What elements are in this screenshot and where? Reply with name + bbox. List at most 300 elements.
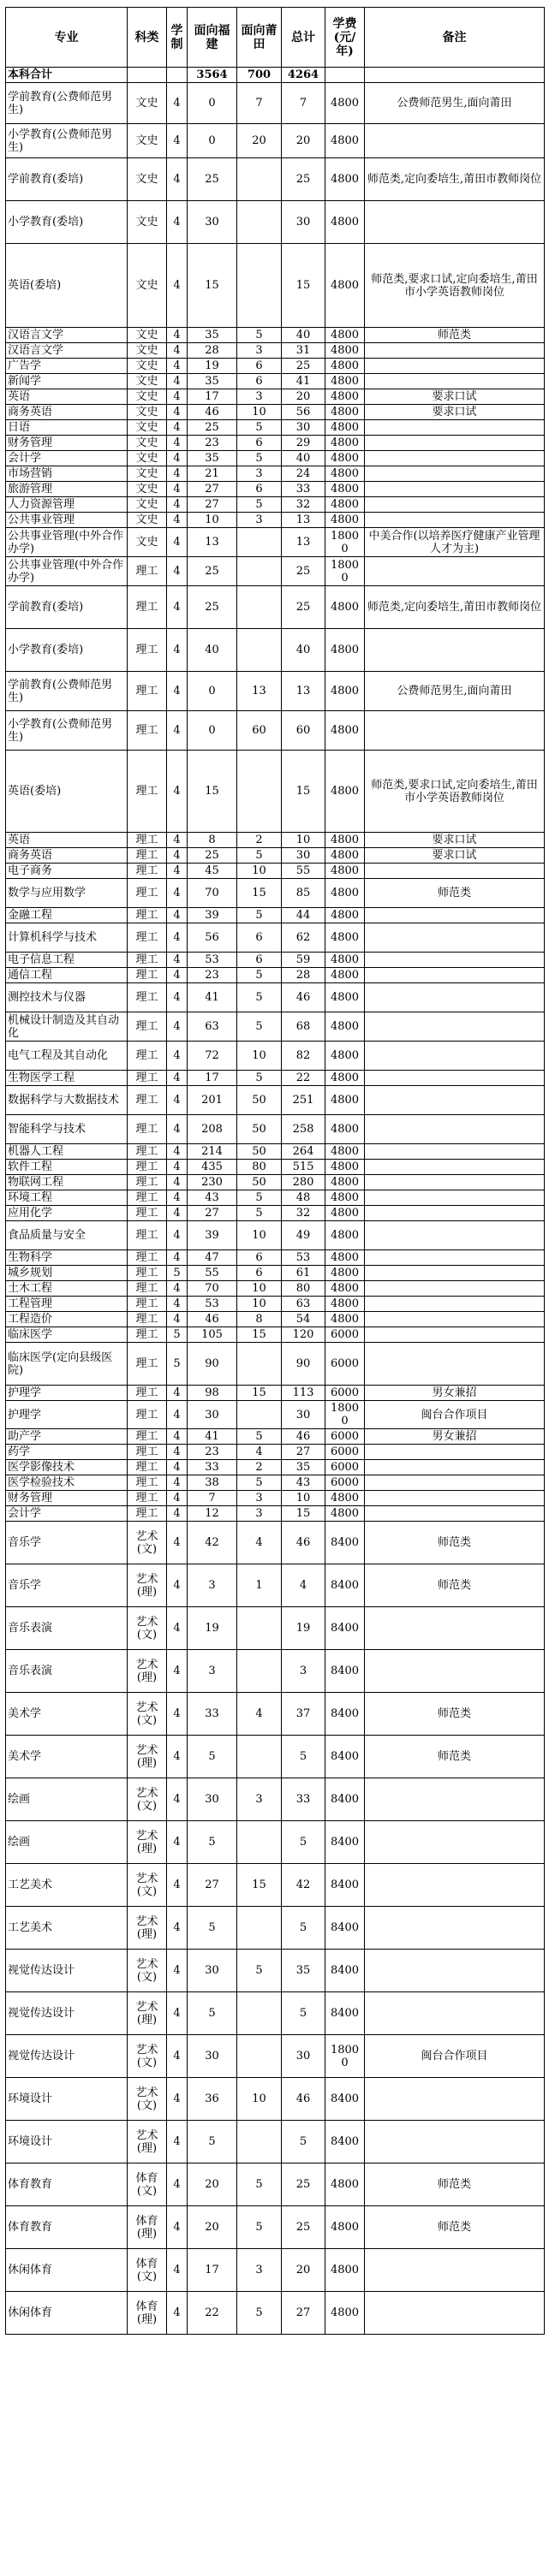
total-cell: 27: [282, 1445, 325, 1460]
years-cell: 4: [167, 436, 188, 451]
major-cell: 汉语言文学: [6, 343, 128, 359]
putian-cell: 6: [237, 374, 282, 389]
category-cell: 理工: [128, 1506, 167, 1522]
putian-cell: 5: [237, 2206, 282, 2249]
putian-cell: 15: [237, 879, 282, 908]
note-cell: [365, 1071, 545, 1086]
fujian-cell: 27: [188, 497, 237, 513]
fee-cell: 4800: [325, 1115, 365, 1144]
years-cell: 4: [167, 1190, 188, 1206]
fujian-cell: 47: [188, 1250, 237, 1266]
fee-cell: 8400: [325, 1821, 365, 1864]
total-cell: 15: [282, 1506, 325, 1522]
major-cell: 软件工程: [6, 1160, 128, 1175]
years-cell: 4: [167, 1160, 188, 1175]
years-cell: 4: [167, 513, 188, 528]
major-cell: 小学教育(公费师范男生): [6, 711, 128, 751]
putian-cell: 3: [237, 513, 282, 528]
fee-cell: 4800: [325, 1144, 365, 1160]
years-cell: 4: [167, 1250, 188, 1266]
category-cell: 理工: [128, 968, 167, 983]
fujian-cell: 19: [188, 1607, 237, 1650]
fee-cell: 4800: [325, 1160, 365, 1175]
table-row: [6, 2163, 545, 2206]
table-row: [6, 343, 545, 359]
total-fujian: 3564: [188, 68, 237, 83]
putian-cell: 6: [237, 923, 282, 953]
category-cell: 文史: [128, 482, 167, 497]
table-row: [6, 1564, 545, 1607]
total-cell: 5: [282, 2121, 325, 2163]
putian-cell: 6: [237, 482, 282, 497]
category-cell: 理工: [128, 711, 167, 751]
putian-cell: [237, 586, 282, 629]
fujian-cell: 38: [188, 1475, 237, 1491]
major-cell: 通信工程: [6, 968, 128, 983]
major-cell: 旅游管理: [6, 482, 128, 497]
major-cell: 电气工程及其自动化: [6, 1042, 128, 1071]
fee-cell: 4800: [325, 359, 365, 374]
category-cell: 理工: [128, 1491, 167, 1506]
fujian-cell: 46: [188, 1312, 237, 1327]
category-cell: 艺术(理): [128, 1736, 167, 1778]
table-row: [6, 1221, 545, 1250]
years-cell: 4: [167, 2163, 188, 2206]
category-cell: 艺术(文): [128, 1607, 167, 1650]
years-cell: 4: [167, 908, 188, 923]
fee-cell: 4800: [325, 436, 365, 451]
table-row: [6, 1429, 545, 1445]
years-cell: 4: [167, 1491, 188, 1506]
note-cell: [365, 1144, 545, 1160]
category-cell: 理工: [128, 1144, 167, 1160]
note-cell: [365, 1327, 545, 1343]
fee-cell: 4800: [325, 513, 365, 528]
header-years: 学制: [167, 8, 188, 68]
major-cell: 小学教育(委培): [6, 629, 128, 672]
fujian-cell: 0: [188, 672, 237, 711]
note-cell: 师范类: [365, 2206, 545, 2249]
total-cell: 43: [282, 1475, 325, 1491]
fee-cell: 8400: [325, 1736, 365, 1778]
major-cell: 智能科学与技术: [6, 1115, 128, 1144]
category-cell: 理工: [128, 983, 167, 1012]
fujian-cell: 8: [188, 833, 237, 848]
note-cell: 师范类,要求口试,定向委培生,莆田市小学英语教师岗位: [365, 244, 545, 328]
major-cell: 美术学: [6, 1693, 128, 1736]
major-cell: 工艺美术: [6, 1864, 128, 1907]
table-row: [6, 1297, 545, 1312]
fee-cell: 8400: [325, 1693, 365, 1736]
fujian-cell: 0: [188, 711, 237, 751]
header-fee: 学费(元/年): [325, 8, 365, 68]
major-cell: 护理学: [6, 1386, 128, 1401]
fee-cell: 6000: [325, 1386, 365, 1401]
note-cell: [365, 201, 545, 244]
years-cell: 4: [167, 1086, 188, 1115]
years-cell: 4: [167, 1506, 188, 1522]
fujian-cell: 70: [188, 1281, 237, 1297]
total-cell: 280: [282, 1175, 325, 1190]
major-cell: 休闲体育: [6, 2249, 128, 2292]
table-row: [6, 1281, 545, 1297]
fujian-cell: 45: [188, 864, 237, 879]
fujian-cell: 15: [188, 244, 237, 328]
total-cell: 25: [282, 557, 325, 586]
total-cell: 4: [282, 1564, 325, 1607]
putian-cell: 10: [237, 864, 282, 879]
total-cell: 515: [282, 1160, 325, 1175]
fujian-cell: 5: [188, 1821, 237, 1864]
fee-cell: 4800: [325, 1071, 365, 1086]
putian-cell: 5: [237, 1012, 282, 1042]
note-cell: [365, 1206, 545, 1221]
fee-cell: 18000: [325, 2035, 365, 2078]
category-cell: 艺术(文): [128, 2078, 167, 2121]
major-cell: 学前教育(委培): [6, 586, 128, 629]
total-cell: 19: [282, 1607, 325, 1650]
table-row: [6, 1491, 545, 1506]
category-cell: 理工: [128, 1042, 167, 1071]
fee-cell: 8400: [325, 1864, 365, 1907]
fujian-cell: 25: [188, 586, 237, 629]
putian-cell: 60: [237, 711, 282, 751]
fee-cell: 4800: [325, 451, 365, 466]
total-cell: 25: [282, 359, 325, 374]
fee-cell: 6000: [325, 1327, 365, 1343]
total-cell: 15: [282, 751, 325, 833]
total-cell: 42: [282, 1864, 325, 1907]
note-cell: 师范类: [365, 2163, 545, 2206]
total-cell: 82: [282, 1042, 325, 1071]
category-cell: 理工: [128, 1160, 167, 1175]
years-cell: 4: [167, 1281, 188, 1297]
major-cell: 数据科学与大数据技术: [6, 1086, 128, 1115]
note-cell: 师范类: [365, 1693, 545, 1736]
note-cell: 闽台合作项目: [365, 1401, 545, 1429]
putian-cell: 5: [237, 328, 282, 343]
table-row: [6, 513, 545, 528]
fee-cell: 8400: [325, 1907, 365, 1950]
table-row: [6, 1401, 545, 1429]
total-cell: 40: [282, 629, 325, 672]
header-fujian: 面向福建: [188, 8, 237, 68]
years-cell: 4: [167, 343, 188, 359]
note-cell: 师范类: [365, 1522, 545, 1564]
category-cell: 艺术(理): [128, 1992, 167, 2035]
total-cell: 90: [282, 1343, 325, 1386]
major-cell: 物联网工程: [6, 1175, 128, 1190]
putian-cell: [237, 1343, 282, 1386]
fujian-cell: 35: [188, 451, 237, 466]
major-cell: 医学影像技术: [6, 1460, 128, 1475]
note-cell: 师范类: [365, 879, 545, 908]
category-cell: 理工: [128, 1297, 167, 1312]
putian-cell: 4: [237, 1445, 282, 1460]
putian-cell: [237, 1650, 282, 1693]
years-cell: 4: [167, 201, 188, 244]
years-cell: 4: [167, 2206, 188, 2249]
note-cell: [365, 1907, 545, 1950]
table-row: [6, 557, 545, 586]
total-cell: 7: [282, 83, 325, 124]
note-cell: [365, 1190, 545, 1206]
years-cell: 4: [167, 405, 188, 420]
note-cell: 师范类: [365, 1736, 545, 1778]
table-row: [6, 124, 545, 158]
years-cell: 4: [167, 1564, 188, 1607]
putian-cell: 1: [237, 1564, 282, 1607]
total-cell: 46: [282, 983, 325, 1012]
total-cell: 30: [282, 201, 325, 244]
total-cell: 48: [282, 1190, 325, 1206]
note-cell: [365, 864, 545, 879]
fujian-cell: 39: [188, 908, 237, 923]
putian-cell: 50: [237, 1144, 282, 1160]
years-cell: 4: [167, 1693, 188, 1736]
table-row: [6, 1327, 545, 1343]
fujian-cell: 5: [188, 1992, 237, 2035]
fujian-cell: 70: [188, 879, 237, 908]
total-cell: 120: [282, 1327, 325, 1343]
putian-cell: [237, 1607, 282, 1650]
major-cell: 音乐学: [6, 1522, 128, 1564]
years-cell: 4: [167, 244, 188, 328]
putian-cell: [237, 244, 282, 328]
category-cell: 艺术(文): [128, 2035, 167, 2078]
note-cell: 闽台合作项目: [365, 2035, 545, 2078]
category-cell: 文史: [128, 513, 167, 528]
table-row: [6, 1012, 545, 1042]
fujian-cell: 41: [188, 1429, 237, 1445]
putian-cell: 6: [237, 359, 282, 374]
years-cell: 4: [167, 2078, 188, 2121]
major-cell: 环境工程: [6, 1190, 128, 1206]
category-cell: 理工: [128, 1281, 167, 1297]
fee-cell: 4800: [325, 1312, 365, 1327]
years-cell: 4: [167, 482, 188, 497]
fee-cell: 4800: [325, 2249, 365, 2292]
fujian-cell: 5: [188, 2121, 237, 2163]
table-row: [6, 83, 545, 124]
fee-cell: 4800: [325, 1491, 365, 1506]
years-cell: 4: [167, 923, 188, 953]
fujian-cell: 17: [188, 2249, 237, 2292]
major-cell: 土木工程: [6, 1281, 128, 1297]
fee-cell: 4800: [325, 848, 365, 864]
major-cell: 应用化学: [6, 1206, 128, 1221]
total-sum: 4264: [282, 68, 325, 83]
fujian-cell: 27: [188, 1864, 237, 1907]
fee-cell: 8400: [325, 2078, 365, 2121]
fujian-cell: 36: [188, 2078, 237, 2121]
putian-cell: [237, 629, 282, 672]
major-cell: 美术学: [6, 1736, 128, 1778]
years-cell: 4: [167, 1864, 188, 1907]
note-cell: 公费师范男生,面向莆田: [365, 672, 545, 711]
category-cell: 理工: [128, 1429, 167, 1445]
category-cell: 理工: [128, 1401, 167, 1429]
major-cell: 城乡规划: [6, 1266, 128, 1281]
total-cell: 49: [282, 1221, 325, 1250]
putian-cell: 80: [237, 1160, 282, 1175]
table-row: [6, 586, 545, 629]
note-cell: [365, 1221, 545, 1250]
table-row: [6, 1950, 545, 1992]
category-cell: 文史: [128, 466, 167, 482]
category-cell: 理工: [128, 1386, 167, 1401]
category-cell: 理工: [128, 923, 167, 953]
table-row: [6, 1607, 545, 1650]
years-cell: 4: [167, 711, 188, 751]
major-cell: 音乐表演: [6, 1607, 128, 1650]
fujian-cell: 40: [188, 629, 237, 672]
table-row: [6, 1266, 545, 1281]
putian-cell: 10: [237, 1297, 282, 1312]
years-cell: 4: [167, 1042, 188, 1071]
total-cell: 80: [282, 1281, 325, 1297]
category-cell: 艺术(理): [128, 1821, 167, 1864]
fujian-cell: 33: [188, 1693, 237, 1736]
putian-cell: 5: [237, 983, 282, 1012]
table-row: [6, 1206, 545, 1221]
major-cell: 财务管理: [6, 436, 128, 451]
table-row: [6, 1506, 545, 1522]
years-cell: 4: [167, 1115, 188, 1144]
enrollment-plan-table: [5, 7, 545, 2335]
fujian-cell: 208: [188, 1115, 237, 1144]
category-cell: 理工: [128, 1012, 167, 1042]
fee-cell: 4800: [325, 1012, 365, 1042]
fujian-cell: 435: [188, 1160, 237, 1175]
fee-cell: 4800: [325, 586, 365, 629]
note-cell: [365, 1650, 545, 1693]
years-cell: 5: [167, 1327, 188, 1343]
category-cell: 文史: [128, 436, 167, 451]
total-cell: 59: [282, 953, 325, 968]
total-cell: 35: [282, 1460, 325, 1475]
years-cell: 4: [167, 833, 188, 848]
fujian-cell: 35: [188, 374, 237, 389]
fee-cell: 4800: [325, 482, 365, 497]
years-cell: 4: [167, 1475, 188, 1491]
putian-cell: 13: [237, 672, 282, 711]
putian-cell: 4: [237, 1522, 282, 1564]
total-label: 本科合计: [6, 68, 128, 83]
total-cell: 27: [282, 2292, 325, 2335]
years-cell: 4: [167, 1386, 188, 1401]
putian-cell: [237, 2035, 282, 2078]
note-cell: [365, 968, 545, 983]
category-cell: 文史: [128, 451, 167, 466]
total-cell: 60: [282, 711, 325, 751]
total-cell: 41: [282, 374, 325, 389]
fujian-cell: 42: [188, 1522, 237, 1564]
fee-cell: 8400: [325, 1778, 365, 1821]
putian-cell: 20: [237, 124, 282, 158]
table-row: [6, 1992, 545, 2035]
category-cell: 体育(理): [128, 2206, 167, 2249]
years-cell: 4: [167, 879, 188, 908]
major-cell: 公共事业管理(中外合作办学): [6, 528, 128, 557]
fee-cell: 18000: [325, 557, 365, 586]
note-cell: [365, 1266, 545, 1281]
table-row: [6, 359, 545, 374]
fee-cell: 4800: [325, 420, 365, 436]
fujian-cell: 25: [188, 158, 237, 201]
major-cell: 电子信息工程: [6, 953, 128, 968]
total-cell: 54: [282, 1312, 325, 1327]
note-cell: [365, 1475, 545, 1491]
fujian-cell: 0: [188, 83, 237, 124]
total-cell: 61: [282, 1266, 325, 1281]
major-cell: 广告学: [6, 359, 128, 374]
putian-cell: 2: [237, 833, 282, 848]
total-cell: 113: [282, 1386, 325, 1401]
fee-cell: 4800: [325, 2206, 365, 2249]
category-cell: 理工: [128, 848, 167, 864]
fee-cell: 4800: [325, 1190, 365, 1206]
fujian-cell: 7: [188, 1491, 237, 1506]
fujian-cell: 105: [188, 1327, 237, 1343]
total-cell: 56: [282, 405, 325, 420]
putian-cell: 6: [237, 953, 282, 968]
category-cell: 艺术(文): [128, 1522, 167, 1564]
fee-cell: 4800: [325, 833, 365, 848]
table-row: [6, 2121, 545, 2163]
fujian-cell: 23: [188, 968, 237, 983]
years-cell: 4: [167, 1460, 188, 1475]
fujian-cell: 22: [188, 2292, 237, 2335]
putian-cell: 7: [237, 83, 282, 124]
years-cell: 4: [167, 1429, 188, 1445]
fee-cell: 6000: [325, 1445, 365, 1460]
category-cell: 理工: [128, 1206, 167, 1221]
putian-cell: 5: [237, 1206, 282, 1221]
fujian-cell: 214: [188, 1144, 237, 1160]
major-cell: 金融工程: [6, 908, 128, 923]
total-cell: 25: [282, 2163, 325, 2206]
category-cell: 体育(文): [128, 2163, 167, 2206]
table-row: [6, 1175, 545, 1190]
putian-cell: 50: [237, 1086, 282, 1115]
total-cell: 3: [282, 1650, 325, 1693]
total-cell: 20: [282, 389, 325, 405]
total-cell: 22: [282, 1071, 325, 1086]
total-cell: 46: [282, 1522, 325, 1564]
major-cell: 小学教育(委培): [6, 201, 128, 244]
category-cell: 理工: [128, 1312, 167, 1327]
years-cell: 4: [167, 848, 188, 864]
fee-cell: 6000: [325, 1475, 365, 1491]
table-row: [6, 953, 545, 968]
years-cell: 4: [167, 497, 188, 513]
category-cell: 文史: [128, 497, 167, 513]
table-row: [6, 2249, 545, 2292]
putian-cell: 15: [237, 1386, 282, 1401]
note-cell: 要求口试: [365, 389, 545, 405]
putian-cell: [237, 1907, 282, 1950]
note-cell: [365, 1160, 545, 1175]
major-cell: 音乐学: [6, 1564, 128, 1607]
table-row: [6, 466, 545, 482]
years-cell: 4: [167, 1144, 188, 1160]
major-cell: 会计学: [6, 451, 128, 466]
category-cell: 文史: [128, 420, 167, 436]
putian-cell: 3: [237, 1506, 282, 1522]
table-row: [6, 1086, 545, 1115]
header-major: 专业: [6, 8, 128, 68]
